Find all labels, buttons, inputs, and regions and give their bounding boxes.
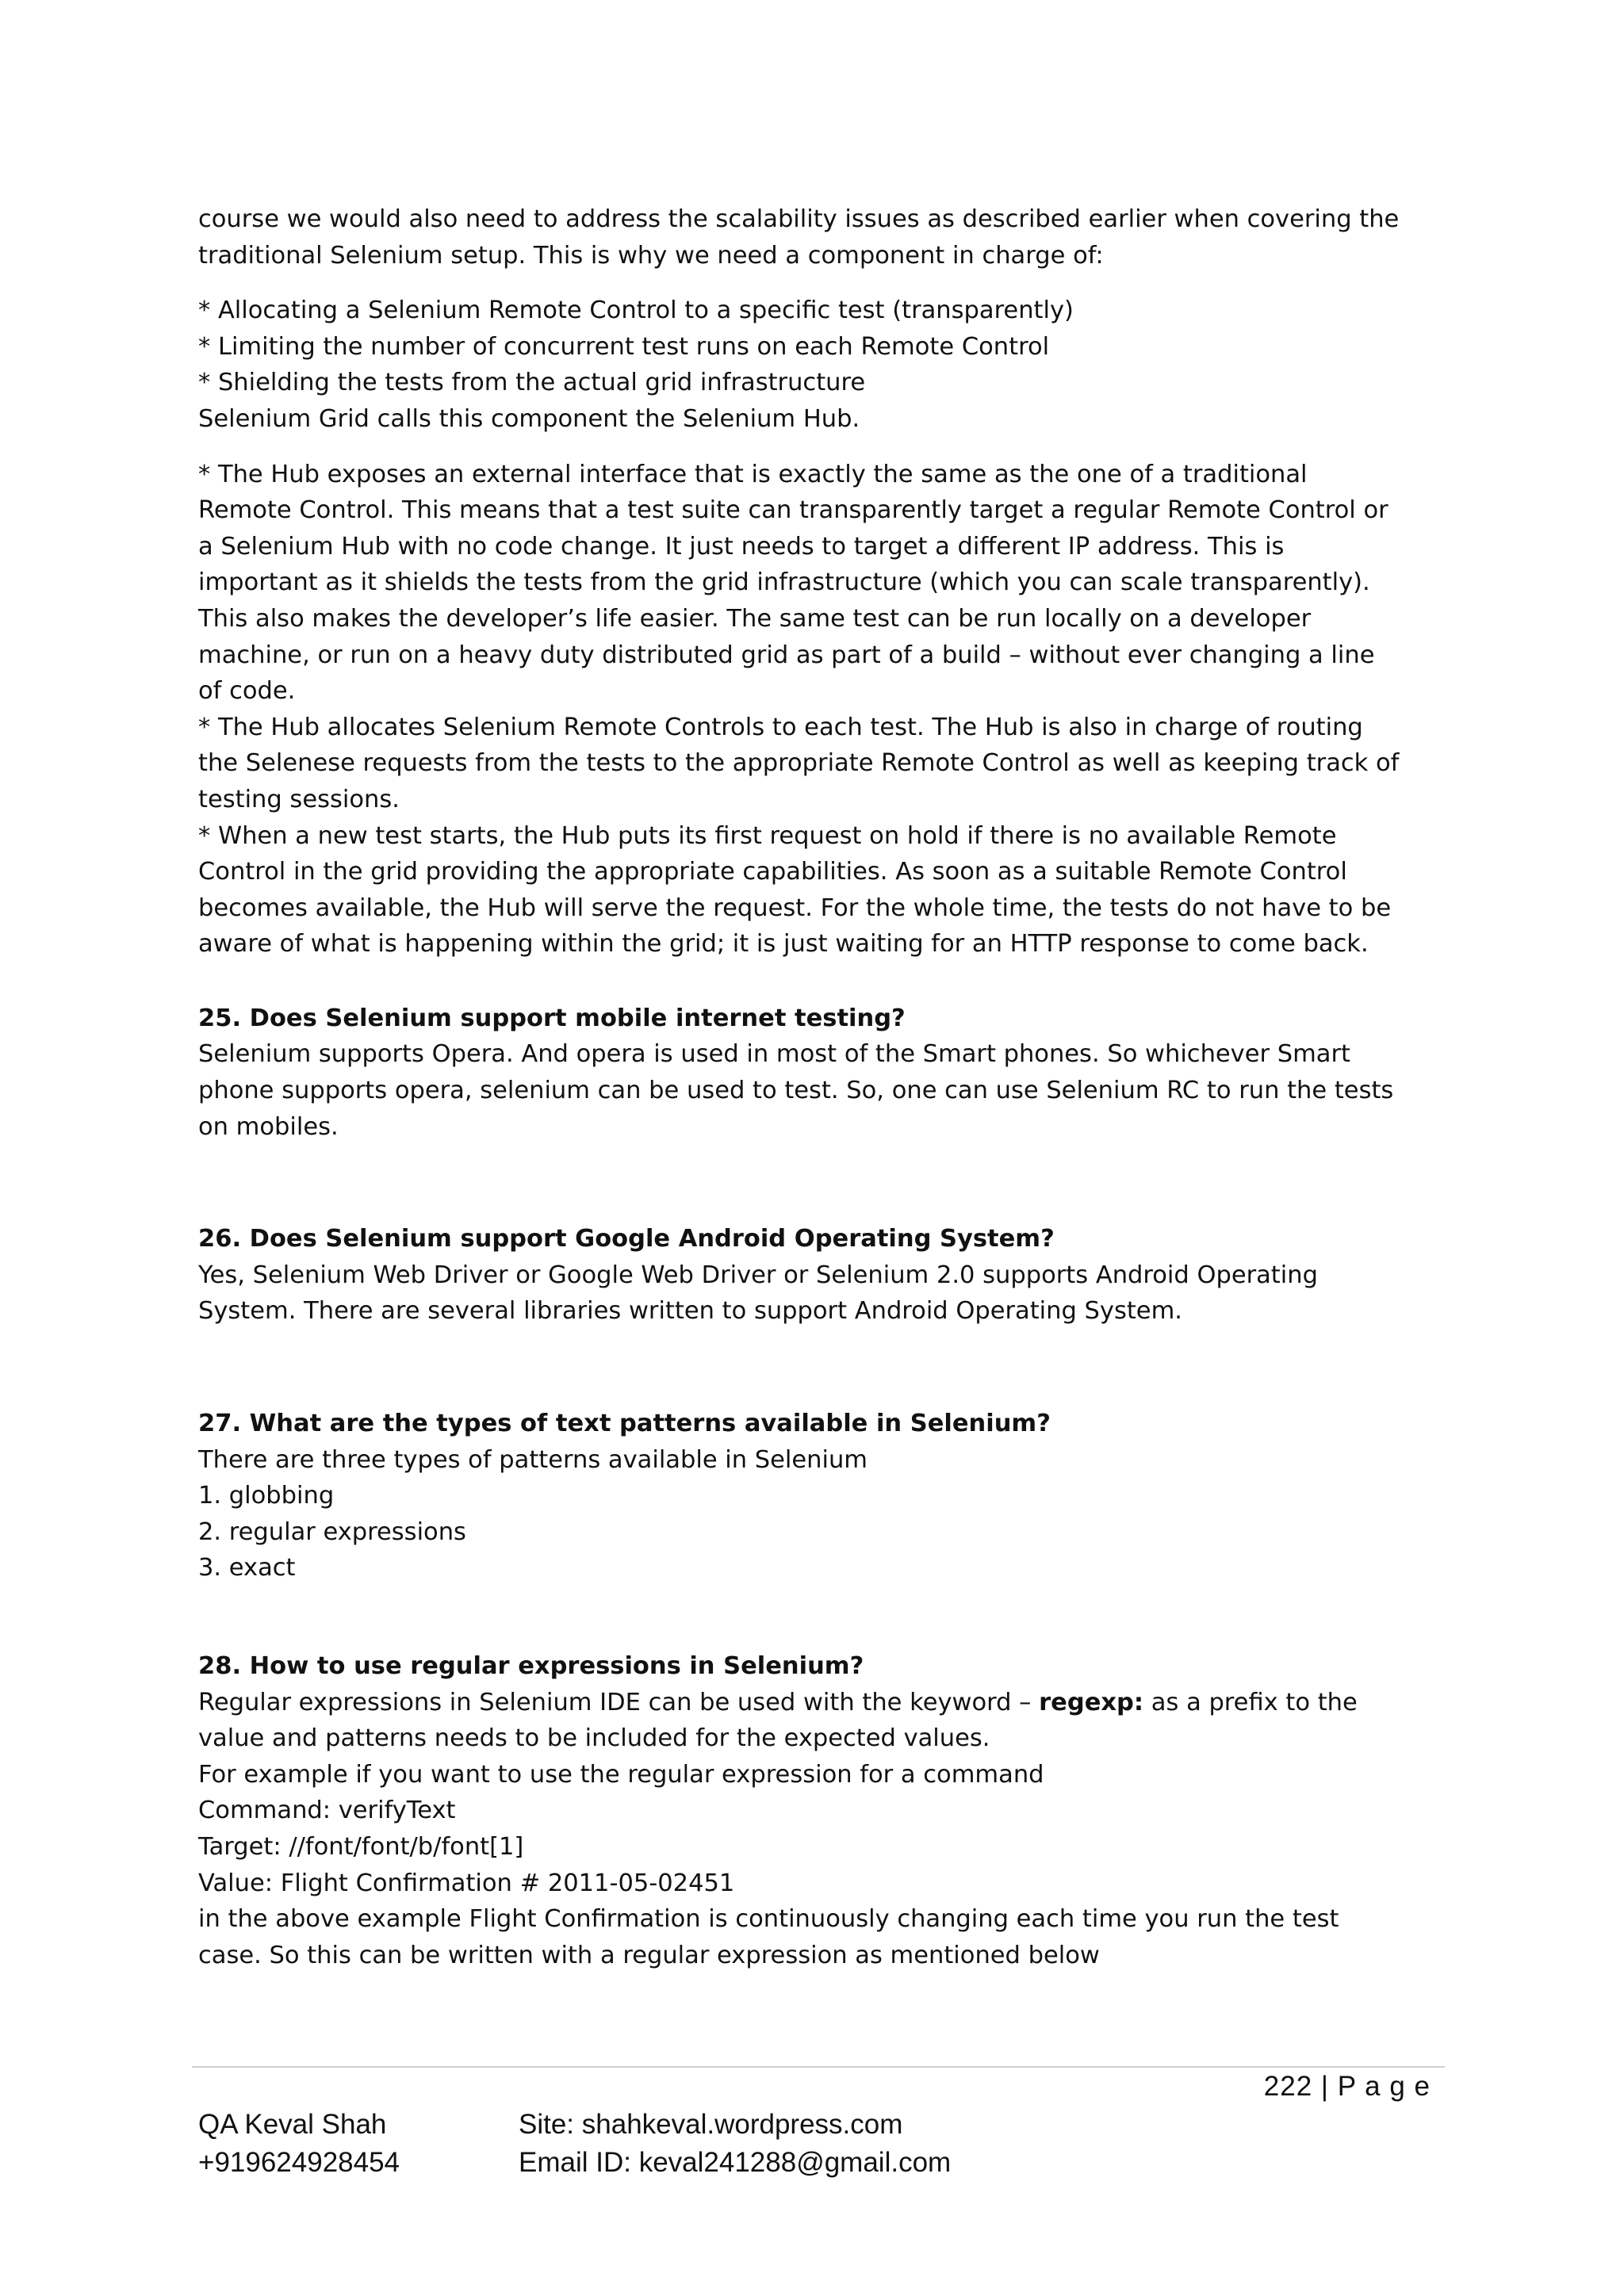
paragraph-line: of code. <box>198 677 296 706</box>
answer-line: on mobiles. <box>198 1112 339 1141</box>
footer-divider <box>192 2066 1445 2068</box>
answer-line <box>198 1685 1451 1721</box>
answer-line: Value: Flight Confirmation # 2011-05-02451 <box>198 1869 735 1897</box>
document-body <box>198 201 1451 1973</box>
paragraph-line: This also makes the developer’s life easier. The same test can be run locally on a developer <box>198 604 1312 633</box>
footer-author: QA Keval Shah <box>198 2109 387 2140</box>
list-item: 2. regular expressions <box>198 1517 466 1546</box>
paragraph-line: Selenium Grid calls this component the Selenium Hub. <box>198 404 860 433</box>
answer-line: Command: verifyText <box>198 1797 456 1825</box>
footer-phone: +919624928454 <box>198 2147 400 2178</box>
question-heading-26: 26. Does Selenium support Google Android Operating System? <box>198 1225 1055 1253</box>
answer-text: Regular expressions in Selenium IDE can be used with the keyword – <box>198 1688 1040 1716</box>
paragraph-line: testing sessions. <box>198 785 400 813</box>
answer-line: System. There are several libraries written to support Android Operating System. <box>198 1297 1182 1326</box>
paragraph-line: traditional Selenium setup. This is why we need a component in charge of: <box>198 241 1104 270</box>
page-number: 222 | P a g e <box>1263 2071 1431 2102</box>
paragraph-line: * When a new test starts, the Hub puts its first request on hold if there is no available Remote <box>198 821 1337 850</box>
answer-line: value and patterns needs to be included for the expected values. <box>198 1724 990 1753</box>
paragraph-line: the Selenese requests from the tests to the appropriate Remote Control as well as keeping track of <box>198 749 1400 778</box>
list-item: 1. globbing <box>198 1482 335 1510</box>
paragraph-line: becomes available, the Hub will serve the request. For the whole time, the tests do not have to be <box>198 894 1392 922</box>
answer-text: as a prefix to the <box>1143 1688 1358 1716</box>
answer-line: Selenium supports Opera. And opera is used in most of the Smart phones. So whichever Smart <box>198 1040 1350 1069</box>
answer-line: phone supports opera, selenium can be used to test. So, one can use Selenium RC to run the tests <box>198 1077 1394 1105</box>
paragraph-line: * The Hub allocates Selenium Remote Controls to each test. The Hub is also in charge of routing <box>198 713 1363 741</box>
answer-line: There are three types of patterns available in Selenium <box>198 1445 868 1474</box>
paragraph-line: a Selenium Hub with no code change. It just needs to target a different IP address. This is <box>198 532 1285 561</box>
bullet-line: * Limiting the number of concurrent test runs on each Remote Control <box>198 332 1050 361</box>
keyword-regexp: regexp: <box>1039 1688 1144 1716</box>
answer-line: in the above example Flight Confirmation is continuously changing each time you run the test <box>198 1905 1339 1934</box>
paragraph-line: course we would also need to address the scalability issues as described earlier when covering the <box>198 205 1400 233</box>
paragraph-line: Control in the grid providing the appropriate capabilities. As soon as a suitable Remote Control <box>198 858 1347 886</box>
question-heading-25: 25. Does Selenium support mobile internet testing? <box>198 1004 906 1032</box>
paragraph-line: * The Hub exposes an external interface that is exactly the same as the one of a traditional <box>198 460 1308 488</box>
paragraph-line: important as it shields the tests from the grid infrastructure (which you can scale transparently). <box>198 568 1370 597</box>
answer-line: Yes, Selenium Web Driver or Google Web Driver or Selenium 2.0 supports Android Operating <box>198 1261 1318 1289</box>
bullet-line: * Shielding the tests from the actual grid infrastructure <box>198 369 866 397</box>
answer-line: case. So this can be written with a regular expression as mentioned below <box>198 1941 1100 1969</box>
answer-line: Target: //font/font/b/font[1] <box>198 1832 524 1861</box>
bullet-line: * Allocating a Selenium Remote Control to a specific test (transparently) <box>198 297 1074 325</box>
paragraph-line: aware of what is happening within the grid; it is just waiting for an HTTP response to come back. <box>198 930 1369 959</box>
answer-line: For example if you want to use the regular expression for a command <box>198 1760 1044 1789</box>
footer-email: Email ID: keval241288@gmail.com <box>519 2147 952 2178</box>
question-heading-27: 27. What are the types of text patterns available in Selenium? <box>198 1410 1051 1438</box>
question-heading-28: 28. How to use regular expressions in Selenium? <box>198 1652 864 1680</box>
paragraph-line: machine, or run on a heavy duty distributed grid as part of a build – without ever changing a line <box>198 641 1375 669</box>
footer-site: Site: shahkeval.wordpress.com <box>519 2109 903 2140</box>
paragraph-line: Remote Control. This means that a test suite can transparently target a regular Remote Control or <box>198 496 1388 525</box>
list-item: 3. exact <box>198 1554 296 1582</box>
